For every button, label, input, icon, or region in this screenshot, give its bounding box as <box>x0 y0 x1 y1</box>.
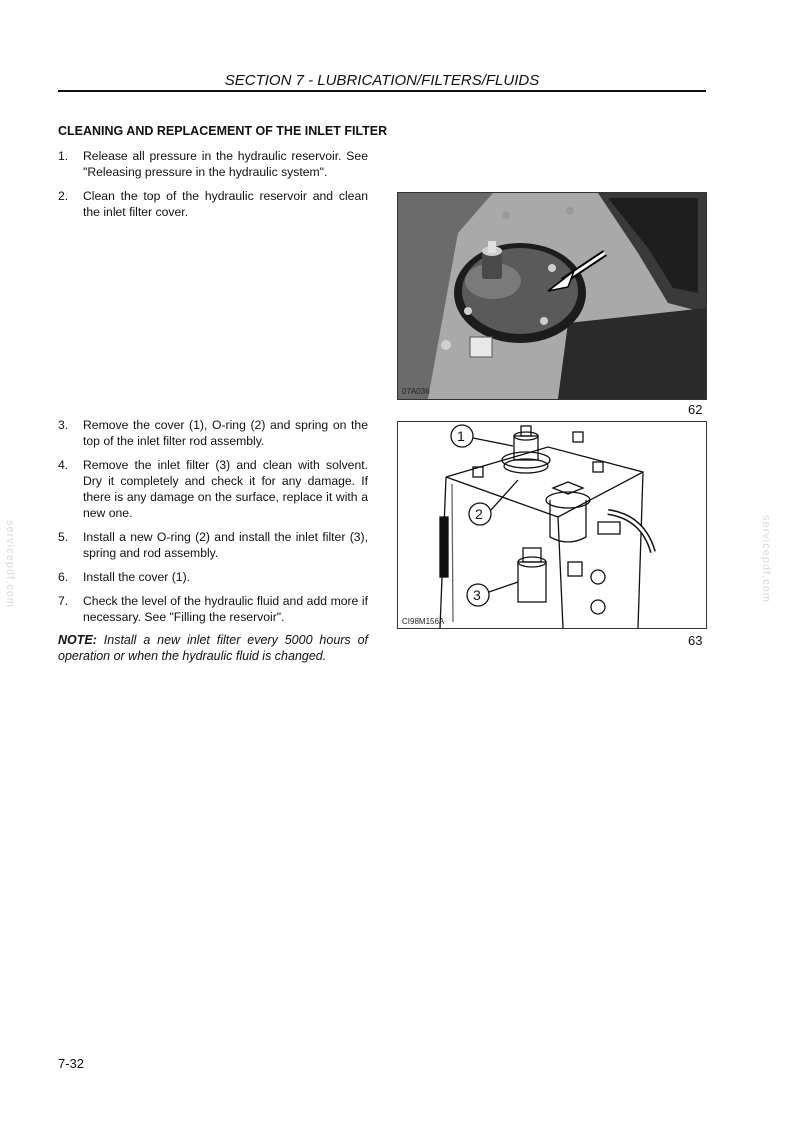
step-number: 1. <box>58 149 69 163</box>
step-item <box>58 417 368 449</box>
procedure-heading: CLEANING AND REPLACEMENT OF THE INLET FILTER <box>58 124 388 138</box>
note-text: Install a new inlet filter every 5000 hours of operation or when the hydraulic fluid is changed. <box>58 633 368 663</box>
step-number: 4. <box>58 458 69 472</box>
step-item <box>58 457 368 521</box>
figure-63-drawing <box>397 421 707 629</box>
step-text: Remove the inlet filter (3) and clean with solvent. Dry it completely and check it for any damage. If there is any damage on the surface, replace it with a new one. <box>83 458 368 520</box>
figure-code: 07A036 <box>402 387 430 396</box>
page-number: 7-32 <box>58 1056 85 1071</box>
step-item <box>58 148 368 180</box>
step-item <box>58 529 368 561</box>
figure-number: 62 <box>688 402 703 417</box>
step-number: 2. <box>58 189 69 203</box>
step-number: 5. <box>58 530 69 544</box>
step-text: Clean the top of the hydraulic reservoir and clean the inlet filter cover. <box>83 189 368 219</box>
figure-62-photo <box>397 192 707 400</box>
step-number: 6. <box>58 570 69 584</box>
figure-code: CI98M156A <box>402 617 445 626</box>
figure-number: 63 <box>688 633 703 648</box>
watermark-left: servicepdf.com <box>4 520 16 608</box>
step-text: Install a new O-ring (2) and install the inlet filter (3), spring and rod assembly. <box>83 530 368 560</box>
reservoir-top-illustration <box>398 193 706 399</box>
inlet-filter-diagram <box>398 422 706 628</box>
callout-3-label: 3 <box>473 587 481 603</box>
header-rule <box>58 90 706 92</box>
callout-1-label: 1 <box>457 428 465 444</box>
note <box>58 632 368 664</box>
callout-2-label: 2 <box>475 506 483 522</box>
step-number: 3. <box>58 418 69 432</box>
note-label: NOTE: <box>58 633 97 647</box>
step-item <box>58 188 368 220</box>
step-number: 7. <box>58 594 69 608</box>
steps-top <box>58 148 368 228</box>
step-item <box>58 593 368 625</box>
watermark-right: servicepdf.com <box>760 515 772 603</box>
section-header: SECTION 7 - LUBRICATION/FILTERS/FLUIDS <box>224 72 540 89</box>
step-item <box>58 569 368 585</box>
step-text: Release all pressure in the hydraulic reservoir. See "Releasing pressure in the hydraulic system". <box>83 149 368 179</box>
step-text: Install the cover (1). <box>83 570 191 584</box>
steps-bottom <box>58 417 368 633</box>
step-text: Remove the cover (1), O-ring (2) and spring on the top of the inlet filter rod assembly. <box>83 418 368 448</box>
step-text: Check the level of the hydraulic fluid and add more if necessary. See "Filling the reservoir". <box>83 594 368 624</box>
